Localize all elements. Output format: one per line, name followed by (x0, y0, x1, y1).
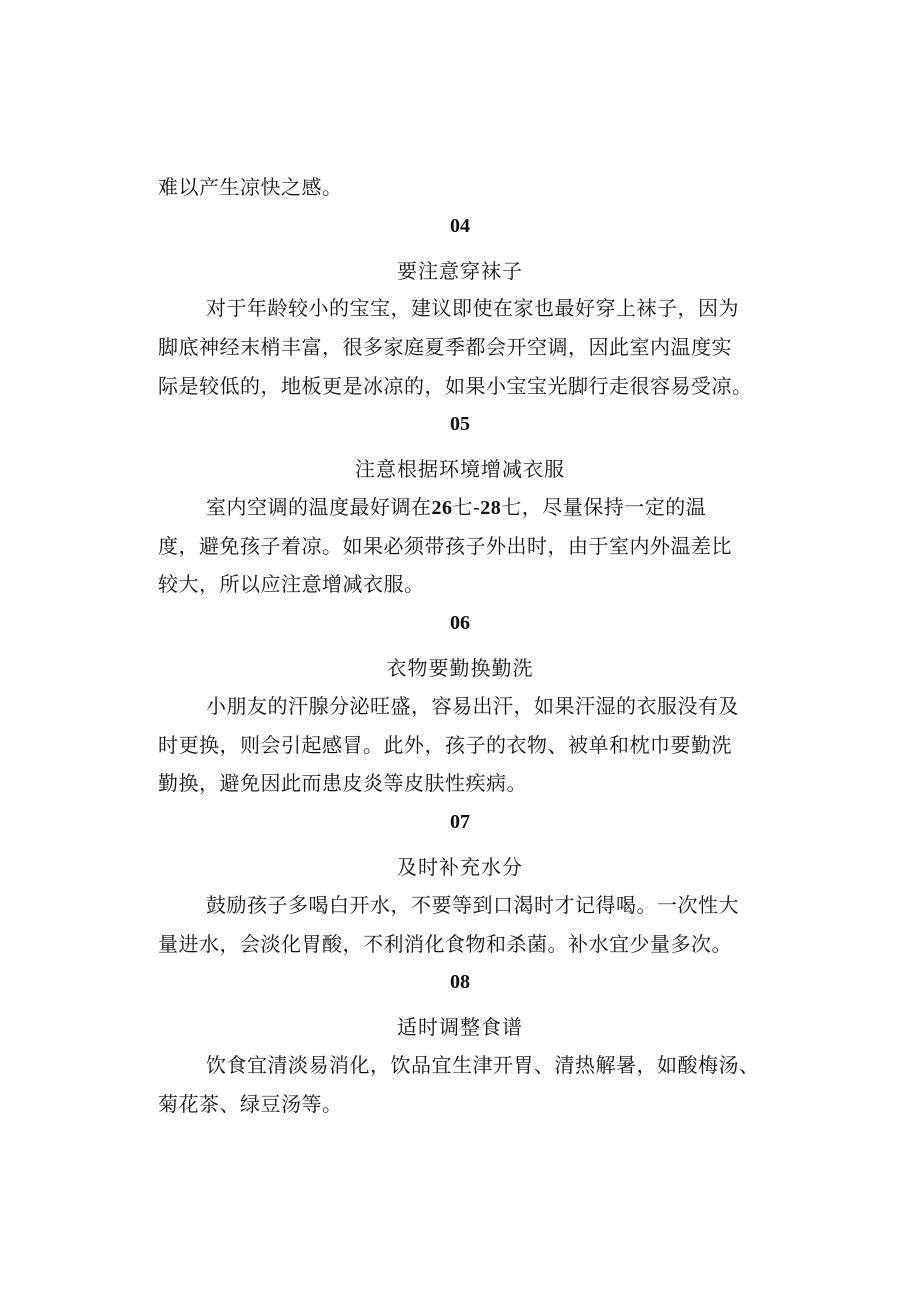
section-05-line-1-mid: 七- (452, 495, 481, 519)
section-heading-06: 衣物要勤换勤洗 (386, 656, 534, 680)
section-heading-04: 要注意穿袜子 (397, 259, 523, 283)
section-heading-07: 及时补充水分 (397, 855, 523, 879)
section-number-07: 07 (450, 811, 470, 833)
section-number-06: 06 (450, 612, 470, 634)
section-05-line-1-post: 七，尽量保持一定的温 (501, 495, 707, 519)
section-04-line-3: 际是较低的，地板更是冰凉的，如果小宝宝光脚行走很容易受凉。 (158, 374, 753, 398)
section-number-04: 04 (450, 215, 470, 237)
section-number-08: 08 (450, 971, 470, 993)
temperature-low: 26 (431, 497, 453, 519)
section-number-05: 05 (450, 413, 470, 435)
section-05-line-2: 度，避免孩子着凉。如果必须带孩子外出时，由于室内外温差比 (158, 534, 732, 558)
temperature-high: 28 (480, 497, 502, 519)
section-06-line-1: 小朋友的汗腺分泌旺盛，容易出汗，如果汗湿的衣服没有及 (206, 694, 739, 718)
section-04-line-2: 脚底神经末梢丰富，很多家庭夏季都会开空调，因此室内温度实 (158, 335, 732, 359)
section-05-line-1 (206, 492, 706, 523)
section-05-line-1-pre: 室内空调的温度最好调在 (206, 495, 432, 519)
section-06-line-3: 勤换，避免因此而患皮炎等皮肤性疾病。 (158, 771, 527, 795)
section-05-line-3: 较大，所以应注意增减衣服。 (158, 572, 425, 596)
section-08-line-2: 菊花茶、绿豆汤等。 (158, 1092, 343, 1116)
section-04-line-1: 对于年龄较小的宝宝，建议即使在家也最好穿上袜子，因为 (206, 296, 739, 320)
section-07-line-1: 鼓励孩子多喝白开水，不要等到口渴时才记得喝。一次性大 (206, 893, 739, 917)
section-heading-08: 适时调整食谱 (397, 1015, 523, 1039)
section-06-line-2: 时更换，则会引起感冒。此外，孩子的衣物、被单和枕巾要勤洗 (158, 733, 732, 757)
intro-tail-text: 难以产生凉快之感。 (158, 175, 343, 199)
section-heading-05: 注意根据环境增减衣服 (355, 457, 565, 481)
section-08-line-1: 饮食宜清淡易消化，饮品宜生津开胃、清热解暑，如酸梅汤、 (206, 1053, 760, 1077)
section-07-line-2: 量进水，会淡化胃酸，不利消化食物和杀菌。补水宜少量多次。 (158, 932, 732, 956)
